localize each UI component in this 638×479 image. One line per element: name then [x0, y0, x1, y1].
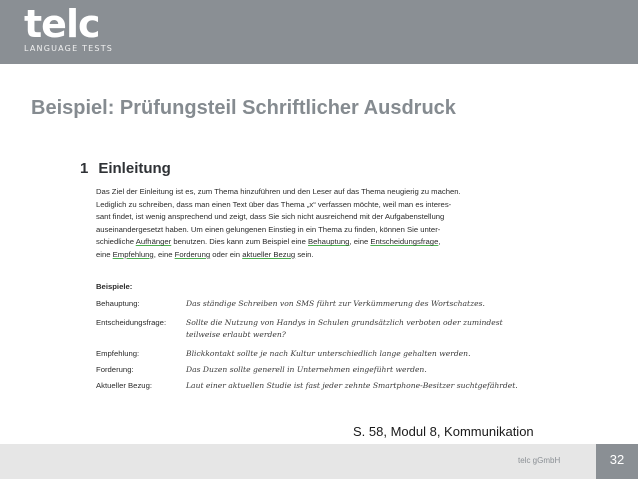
- paragraph-line: sant findet, ist wenig ansprechend und zeigt, dass Sie sich nicht ausreichend mit der Aufgabenstellung: [96, 212, 445, 222]
- text-run: oder ein: [210, 249, 243, 259]
- underlined-term: Empfehlung: [112, 249, 154, 259]
- footer-company: telc gGmbH: [518, 456, 561, 465]
- telc-logo: [22, 4, 112, 60]
- page-number-box: [596, 444, 638, 479]
- text-run: benutzen. Dies kann zum Beispiel eine: [171, 237, 308, 247]
- paragraph-line: Das Ziel der Einleitung ist es, zum Thema hinzuführen und den Leser auf das Thema neugierig zu machen.: [96, 187, 461, 196]
- logo-tagline: LANGUAGE TESTS: [24, 44, 114, 53]
- section-number: 1: [80, 160, 89, 177]
- underlined-term: Behauptung: [307, 237, 350, 247]
- header-bar: [0, 0, 638, 64]
- example-text: Das ständige Schreiben von SMS führt zur Verkümmerung des Wortschatzes.: [186, 299, 485, 308]
- example-label: Empfehlung:: [96, 349, 140, 358]
- example-label: Aktueller Bezug:: [96, 381, 152, 390]
- text-run: schiedliche: [96, 237, 136, 247]
- underlined-term: Entscheidungsfrage: [370, 237, 439, 247]
- example-label: Forderung:: [96, 365, 134, 374]
- example-label: Behauptung:: [96, 299, 140, 308]
- text-run: , eine: [153, 249, 175, 259]
- page-number: 32: [609, 452, 625, 467]
- section-title: Einleitung: [98, 160, 171, 177]
- paragraph-line: auseinandergesetzt haben. Um einen gelungenen Einstieg in ein Thema zu finden, können Sie unter-: [96, 224, 441, 234]
- paragraph-line: [96, 249, 536, 262]
- intro-paragraph: [96, 186, 536, 262]
- examples-title: Beispiele:: [96, 282, 133, 291]
- underlined-term: Aufhänger: [135, 237, 172, 247]
- text-run: eine: [96, 249, 113, 259]
- example-text: Das Duzen sollte generell in Unternehmen eingeführt werden.: [186, 365, 427, 374]
- text-run: sein.: [295, 249, 314, 259]
- paragraph-line: Lediglich zu schreiben, dass man einen Text über das Thema „x“ verfassen möchte, weil man es interes-: [96, 199, 452, 209]
- section-heading: [80, 160, 171, 177]
- paragraph-line: [96, 236, 536, 249]
- example-text: Laut einer aktuellen Studie ist fast jeder zehnte Smartphone-Besitzer suchtgefährdet.: [186, 381, 518, 390]
- logo-wordmark: telc: [24, 2, 100, 46]
- underlined-term: Forderung: [174, 249, 211, 259]
- example-text: Sollte die Nutzung von Handys in Schulen grundsätzlich verboten oder zumindest teilweise erlaubt werden?: [186, 318, 503, 339]
- slide-title: Beispiel: Prüfungsteil Schriftlicher Ausdruck: [31, 97, 456, 119]
- example-label: Entscheidungsfrage:: [96, 318, 167, 327]
- example-text: Blickkontakt sollte je nach Kultur unterschiedlich lange gehalten werden.: [186, 349, 471, 358]
- underlined-term: aktueller Bezug: [242, 249, 296, 259]
- source-reference: S. 58, Modul 8, Kommunikation: [353, 424, 534, 439]
- text-run: , eine: [349, 237, 371, 247]
- textbook-excerpt: [78, 160, 548, 415]
- text-run: ,: [438, 237, 441, 247]
